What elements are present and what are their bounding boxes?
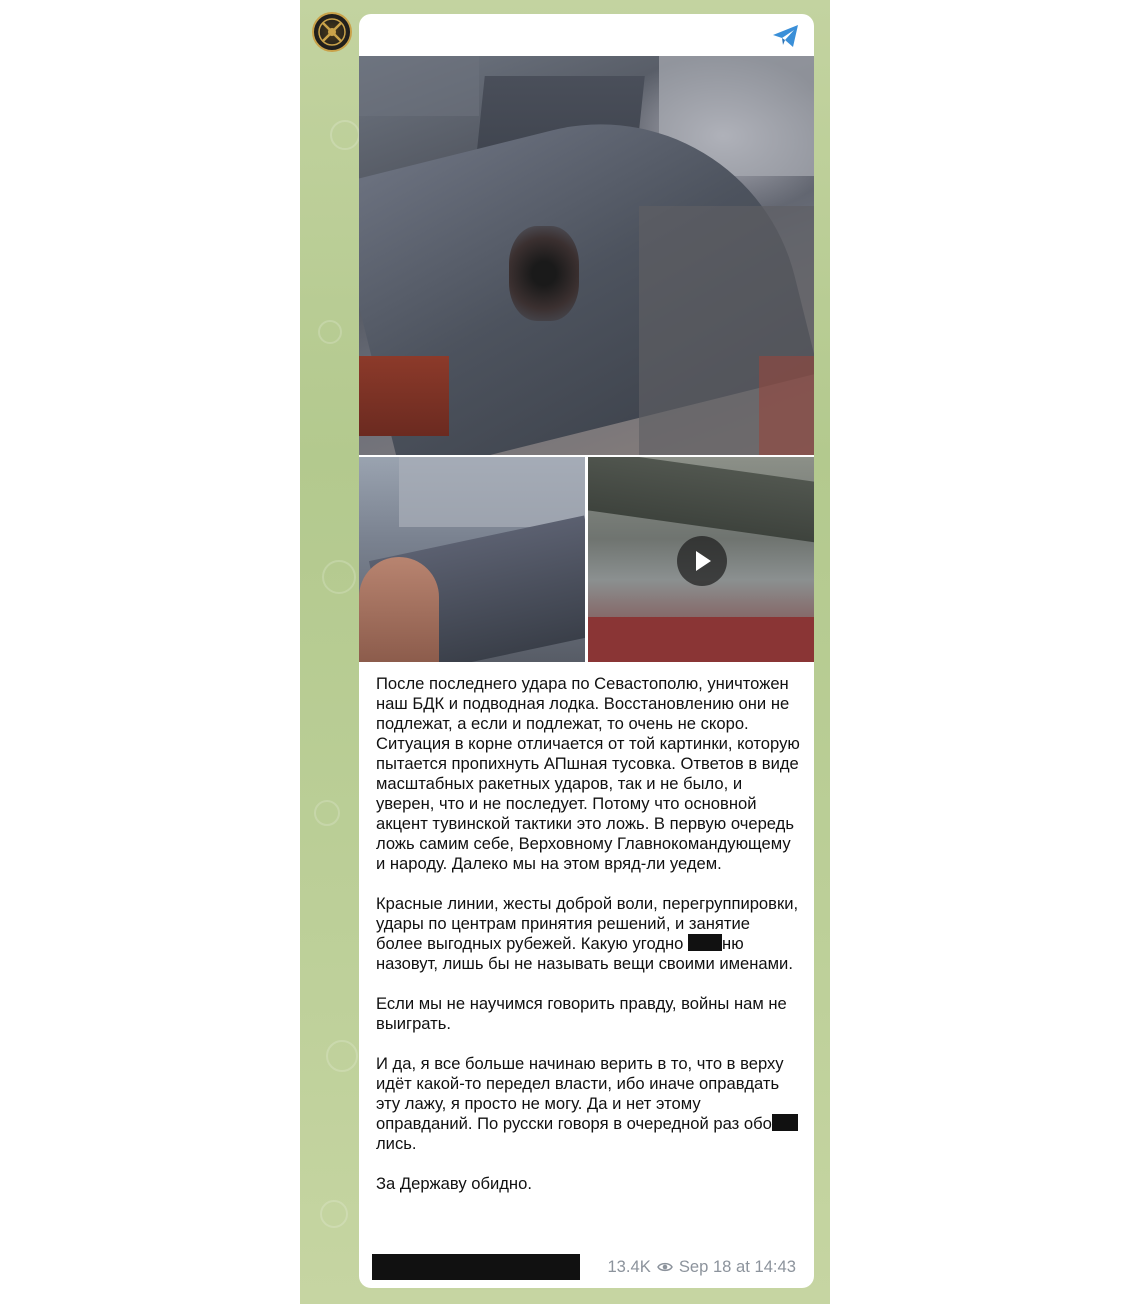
paragraph-2 xyxy=(376,894,801,974)
paragraph-5: За Державу обидно. xyxy=(376,1174,532,1193)
message-timestamp: Sep 18 at 14:43 xyxy=(678,1257,796,1276)
message-meta xyxy=(607,1257,796,1277)
ship-hull-video-thumbnail[interactable] xyxy=(588,457,814,662)
paragraph-1: После последнего удара по Севастополю, уничтожен наш БДК и подводная лодка. Восстановлению они не подлежат, а если и подлежат, то очень не скоро. Ситуация в корне отличается от той картинки, которую пытается пропихнуть АПшная тусовка. Ответов в виде масштабных ракетных ударов, так и не было, и уверен, что и не последует. Потому что основной акцент тувинской тактики это ложь. В первую очередь ложь самим себе, Верховному Главнокомандующему и народу. Далеко мы на этом вряд-ли уедем. xyxy=(376,674,800,873)
submarine-close-photo[interactable] xyxy=(359,457,585,662)
redaction-mark xyxy=(772,1114,798,1131)
paragraph-3: Если мы не научимся говорить правду, войны нам не выиграть. xyxy=(376,994,787,1033)
channel-avatar[interactable] xyxy=(312,12,352,52)
eye-icon xyxy=(657,1261,673,1273)
play-icon xyxy=(694,550,712,572)
paragraph-2-start: Красные линии, жесты доброй воли, перегруппировки, удары по центрам принятия решений, и занятие более выгодных рубежей. Какую угодно xyxy=(376,894,799,953)
paragraph-4-end: лись. xyxy=(376,1134,417,1153)
message-bubble xyxy=(359,14,814,1288)
view-count: 13.4K xyxy=(607,1257,651,1276)
channel-emblem-icon xyxy=(314,14,350,50)
play-button[interactable] xyxy=(677,536,727,586)
telegram-share-icon[interactable] xyxy=(772,24,800,48)
post-text xyxy=(376,674,801,1214)
submarine-damage-photo[interactable] xyxy=(359,56,814,455)
paragraph-4-start: И да, я все больше начинаю верить в то, что в верху идёт какой-то передел власти, ибо иначе оправдать эту лажу, я просто не могу. Да и нет этому оправданий. По русски говоря в очередной раз обо xyxy=(376,1054,784,1133)
paragraph-2-end: ню назовут, лишь бы не называть вещи своими именами. xyxy=(376,934,793,973)
redacted-footer-block xyxy=(372,1254,580,1280)
redaction-mark xyxy=(688,934,722,951)
paragraph-4 xyxy=(376,1054,801,1154)
